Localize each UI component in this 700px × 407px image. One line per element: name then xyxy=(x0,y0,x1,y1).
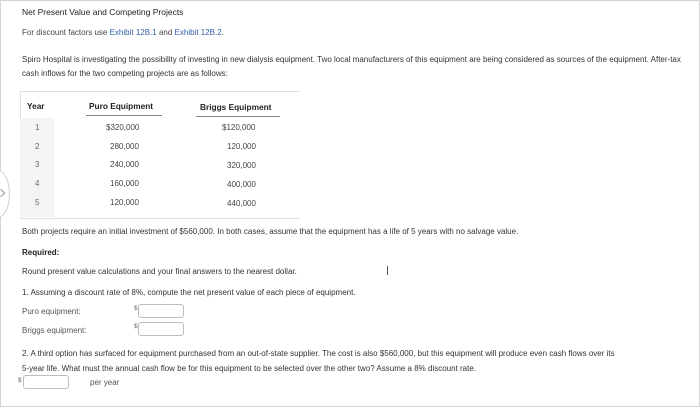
briggs-currency: $ xyxy=(134,323,138,330)
puro-label: Puro equipment: xyxy=(22,307,81,316)
discount-suffix: . xyxy=(221,28,224,37)
exhibit-12b1-link[interactable]: Exhibit 12B.1 xyxy=(109,28,157,37)
table-cell-briggs: 400,000 xyxy=(227,180,256,189)
table-cell-briggs: 320,000 xyxy=(227,161,256,170)
table-cell-year: 4 xyxy=(35,179,40,188)
discount-prefix: For discount factors use xyxy=(22,28,110,37)
table-cell-puro: 240,000 xyxy=(110,160,139,169)
per-year-label: per year xyxy=(90,378,120,387)
header-puro: Puro Equipment xyxy=(89,101,154,111)
text-cursor xyxy=(387,266,388,275)
exhibit-12b2-link[interactable]: Exhibit 12B.2 xyxy=(174,28,222,37)
header-year: Year xyxy=(27,101,45,111)
question-2-line-1: 2. A third option has surfaced for equipment purchased from an out-of-state supplier. The cost is also $560,000, but this equipment will produce even cash flows over its xyxy=(22,349,615,358)
puro-npv-input[interactable] xyxy=(138,304,184,318)
discount-note xyxy=(22,28,224,37)
header-underline-briggs xyxy=(196,116,280,117)
briggs-label: Briggs equipment: xyxy=(22,326,87,335)
table-cell-year: 5 xyxy=(35,198,40,207)
header-briggs: Briggs Equipment xyxy=(200,102,272,112)
question-2-line-2: 5-year life. What must the annual cash flow be for this equipment to be selected over the other two? Assume a 8% discount rate. xyxy=(22,364,477,373)
header-underline-puro xyxy=(86,115,162,116)
rounding-instruction: Round present value calculations and your final answers to the nearest dollar. xyxy=(22,267,297,276)
question-1-text: 1. Assuming a discount rate of 8%, compute the net present value of each piece of equipment. xyxy=(22,288,356,297)
table-cell-year: 2 xyxy=(35,142,40,151)
intro-paragraph: Spiro Hospital is investigating the possibility of investing in new dialysis equipment. Two local manufacturers of this equipment are being considered as sources of the equipment. After-tax cash inflows for the two competing projects are as follows: xyxy=(22,55,681,78)
annual-cash-flow-input[interactable] xyxy=(23,375,69,389)
table-cell-briggs: 440,000 xyxy=(227,199,256,208)
table-cell-year: 3 xyxy=(35,160,40,169)
required-label: Required: xyxy=(22,248,60,257)
table-cell-puro: 280,000 xyxy=(110,142,139,151)
table-cell-year: 1 xyxy=(35,123,40,132)
table-cell-briggs: $120,000 xyxy=(222,123,256,132)
table-cell-puro: 120,000 xyxy=(110,198,139,207)
puro-currency: $ xyxy=(134,305,138,312)
discount-middle: and xyxy=(156,28,175,37)
table-cell-briggs: 120,000 xyxy=(227,142,256,151)
both-projects-text: Both projects require an initial investment of $560,000. In both cases, assume that the equipment has a life of 5 years with no salvage value. xyxy=(22,227,519,236)
page-title: Net Present Value and Competing Projects xyxy=(22,7,184,17)
annual-cash-flow-currency: $ xyxy=(18,377,22,384)
table-cell-puro: $320,000 xyxy=(106,123,140,132)
table-cell-puro: 160,000 xyxy=(110,179,139,188)
briggs-npv-input[interactable] xyxy=(138,322,184,336)
